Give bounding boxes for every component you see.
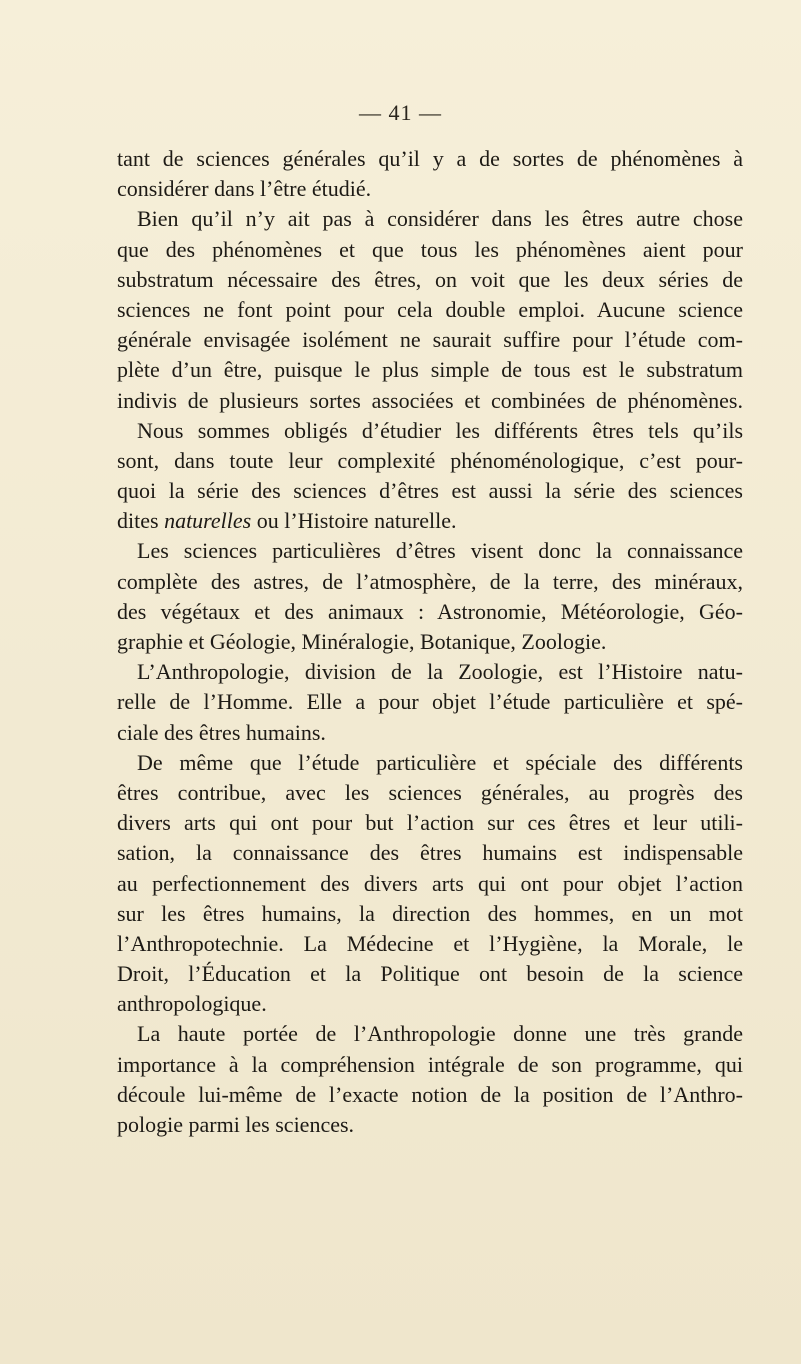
text-line: Nous sommes obligés d’étudier les différents êtres tels qu’ils bbox=[137, 417, 743, 443]
text-fragment: ou l’Histoire naturelle. bbox=[251, 508, 457, 534]
italic-term: naturelles bbox=[164, 508, 252, 534]
text-line: des végétaux et des animaux : Astronomie, Météorologie, Géo- bbox=[117, 598, 743, 624]
paragraph bbox=[117, 1019, 743, 1140]
paragraph bbox=[117, 536, 743, 657]
text-line: considérer dans l’être étudié. bbox=[117, 176, 372, 202]
text-line: générale envisagée isolément ne saurait suffire pour l’étude com- bbox=[117, 327, 743, 353]
text-line: indivis de plusieurs sortes associées et combinées de phénomènes. bbox=[117, 387, 743, 413]
text-line: sciences ne font point pour cela double emploi. Aucune science bbox=[117, 296, 743, 322]
text-line: Bien qu’il n’y ait pas à considérer dans les êtres autre chose bbox=[137, 206, 743, 232]
text-line: anthropologique. bbox=[117, 991, 267, 1017]
text-line: substratum nécessaire des êtres, on voit que les deux séries de bbox=[117, 266, 743, 292]
text-line: découle lui-même de l’exacte notion de la position de l’Anthro- bbox=[117, 1081, 743, 1107]
text-line: L’Anthropologie, division de la Zoologie, est l’Histoire natu- bbox=[137, 659, 743, 685]
text-line: que des phénomènes et que tous les phénomènes aient pour bbox=[117, 236, 743, 262]
text-line: quoi la série des sciences d’êtres est aussi la série des sciences bbox=[117, 478, 743, 504]
text-line: pologie parmi les sciences. bbox=[117, 1112, 355, 1137]
page-number: — 41 — bbox=[359, 100, 442, 125]
text-line: Droit, l’Éducation et la Politique ont besoin de la science bbox=[117, 961, 743, 987]
text-line: plète d’un être, puisque le plus simple de tous est le substratum bbox=[117, 357, 743, 383]
text-line: importance à la compréhension intégrale de son programme, qui bbox=[117, 1051, 743, 1077]
text-line: tant de sciences générales qu’il y a de sortes de phénomènes à bbox=[117, 146, 743, 171]
text-line: graphie et Géologie, Minéralogie, Botanique, Zoologie. bbox=[117, 629, 607, 654]
body-text bbox=[117, 144, 743, 1140]
text-line: sont, dans toute leur complexité phénoménologique, c’est pour- bbox=[117, 447, 743, 473]
text-line: La haute portée de l’Anthropologie donne une très grande bbox=[137, 1021, 743, 1047]
paragraph bbox=[117, 748, 743, 1020]
text-line: ciale des êtres humains. bbox=[117, 719, 326, 745]
text-line: divers arts qui ont pour but l’action sur ces êtres et leur utili- bbox=[117, 810, 743, 836]
paragraph bbox=[117, 204, 743, 415]
text-line: sur les êtres humains, la direction des hommes, en un mot bbox=[117, 900, 743, 926]
text-line: De même que l’étude particulière et spéciale des différents bbox=[137, 749, 743, 775]
paragraph bbox=[117, 416, 743, 537]
text-line: complète des astres, de l’atmosphère, de la terre, des minéraux, bbox=[117, 568, 743, 594]
paragraph bbox=[117, 144, 743, 204]
text-line: relle de l’Homme. Elle a pour objet l’étude particulière et spé- bbox=[117, 689, 743, 715]
text-line: sation, la connaissance des êtres humains est indispensable bbox=[117, 840, 743, 866]
text-line bbox=[117, 506, 743, 536]
text-fragment: dites bbox=[117, 508, 165, 534]
text-line: Les sciences particulières d’êtres visent donc la connaissance bbox=[137, 538, 743, 564]
paragraph bbox=[117, 657, 743, 748]
text-line: au perfectionnement des divers arts qui ont pour objet l’action bbox=[117, 870, 743, 896]
text-line: êtres contribue, avec les sciences générales, au progrès des bbox=[117, 779, 743, 805]
text-line: l’Anthropotechnie. La Médecine et l’Hygiène, la Morale, le bbox=[117, 930, 743, 956]
